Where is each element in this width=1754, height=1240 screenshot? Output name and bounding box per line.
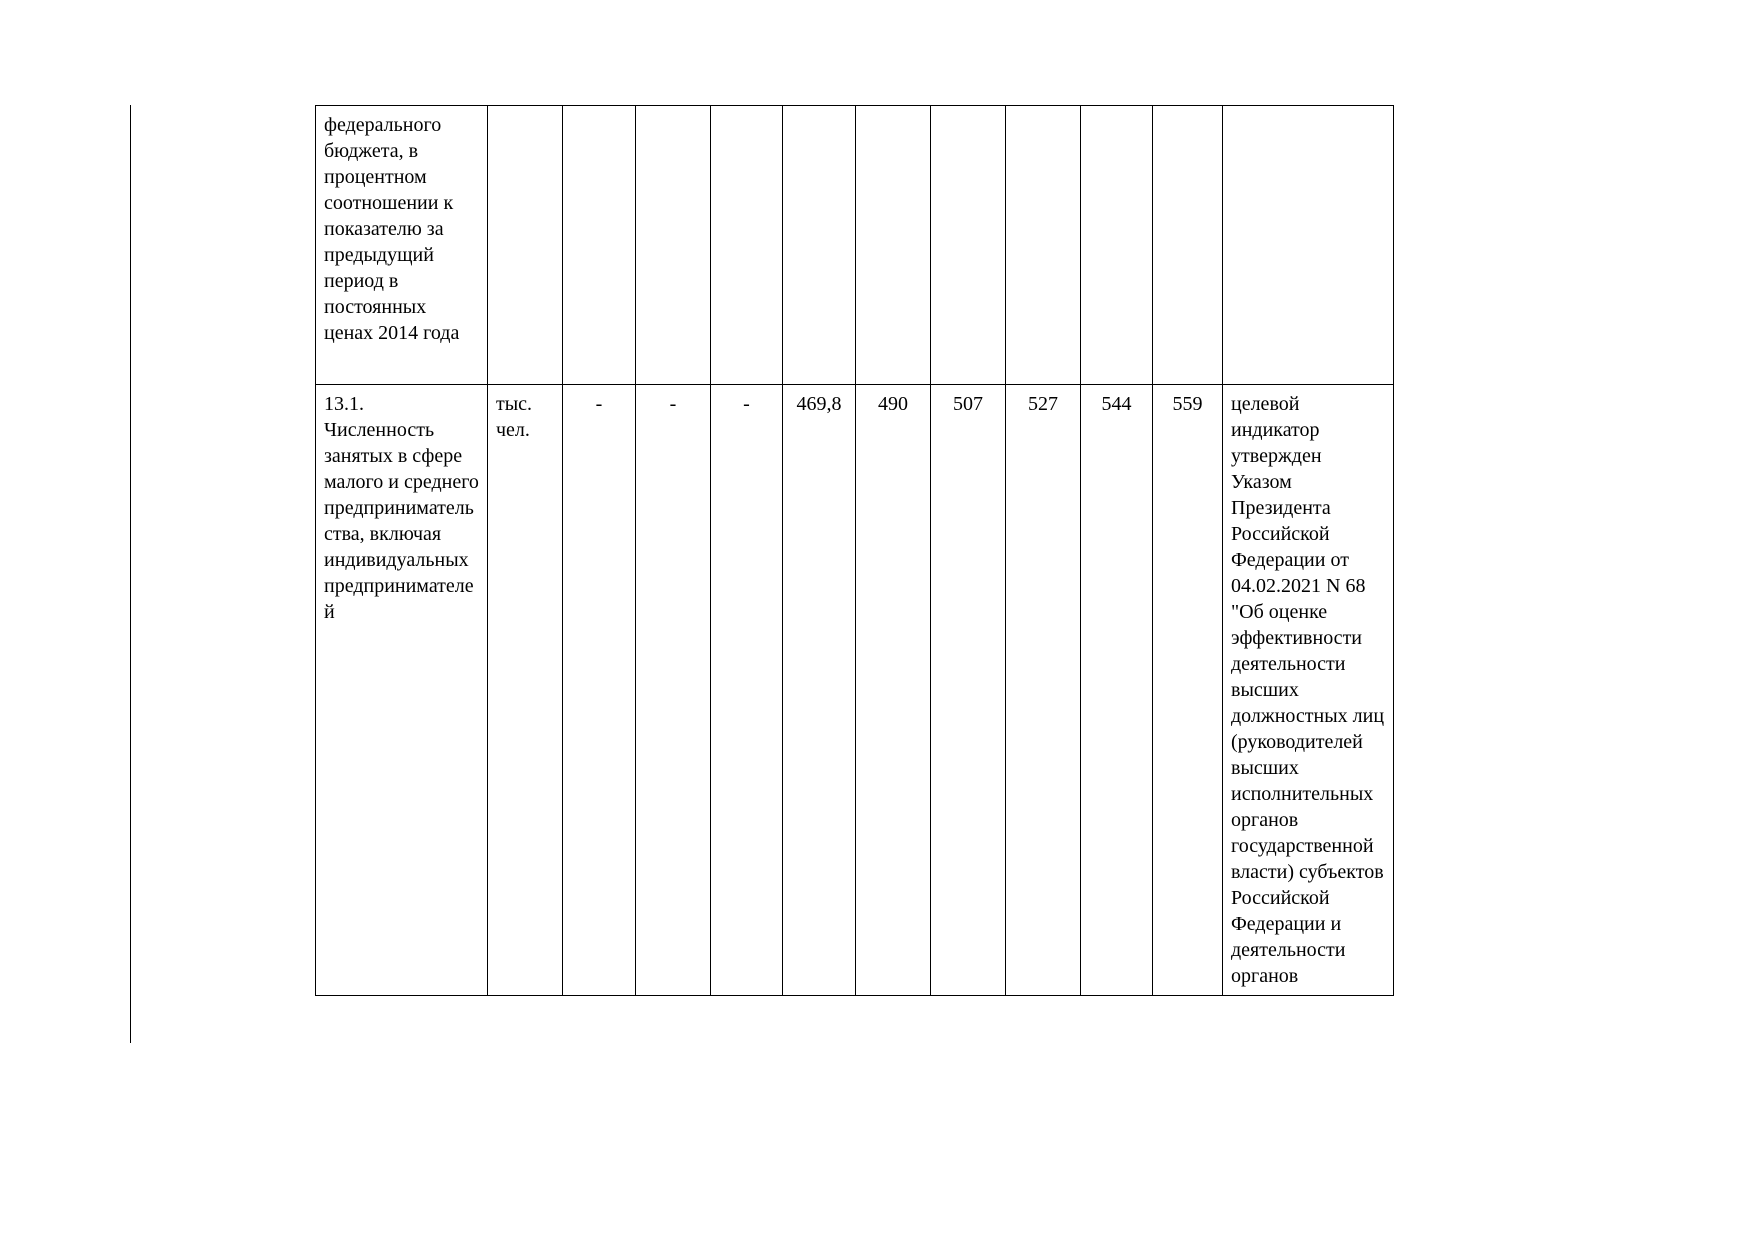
value-cell [636,106,711,385]
note-cell [1223,106,1394,385]
value-cell: 469,8 [783,385,856,996]
value-cell [931,106,1006,385]
value-cell [563,106,636,385]
value-cell: 490 [856,385,931,996]
value-cell [783,106,856,385]
value-cell: 527 [1006,385,1081,996]
indicator-cell: федерального бюджета, в процентном соотношении к показателю за предыдущий период в постоянных ценах 2014 года [316,106,488,385]
value-cell: 544 [1081,385,1153,996]
indicators-table [315,105,1394,996]
value-cell: 559 [1153,385,1223,996]
value-cell [856,106,931,385]
merged-cell-left-border [130,105,131,1043]
value-cell [1081,106,1153,385]
table-row [316,106,1394,385]
table-clip-region [315,105,1394,1043]
value-cell: 507 [931,385,1006,996]
value-cell: - [563,385,636,996]
unit-cell: тыс. чел. [488,385,563,996]
value-cell [1006,106,1081,385]
indicator-cell: 13.1. Численность занятых в сфере малого и среднего предпринимательства, включая индивидуальных предпринимателей [316,385,488,996]
unit-cell [488,106,563,385]
value-cell: - [636,385,711,996]
value-cell: - [711,385,783,996]
value-cell [711,106,783,385]
value-cell [1153,106,1223,385]
table-row [316,385,1394,996]
note-cell: целевой индикатор утвержден Указом Президента Российской Федерации от 04.02.2021 N 68 "Об оценке эффективности деятельности высших должностных лиц (руководителей высших исполнительных органов государственной власти) субъектов Российской Федерации и деятельности органов [1223,385,1394,996]
